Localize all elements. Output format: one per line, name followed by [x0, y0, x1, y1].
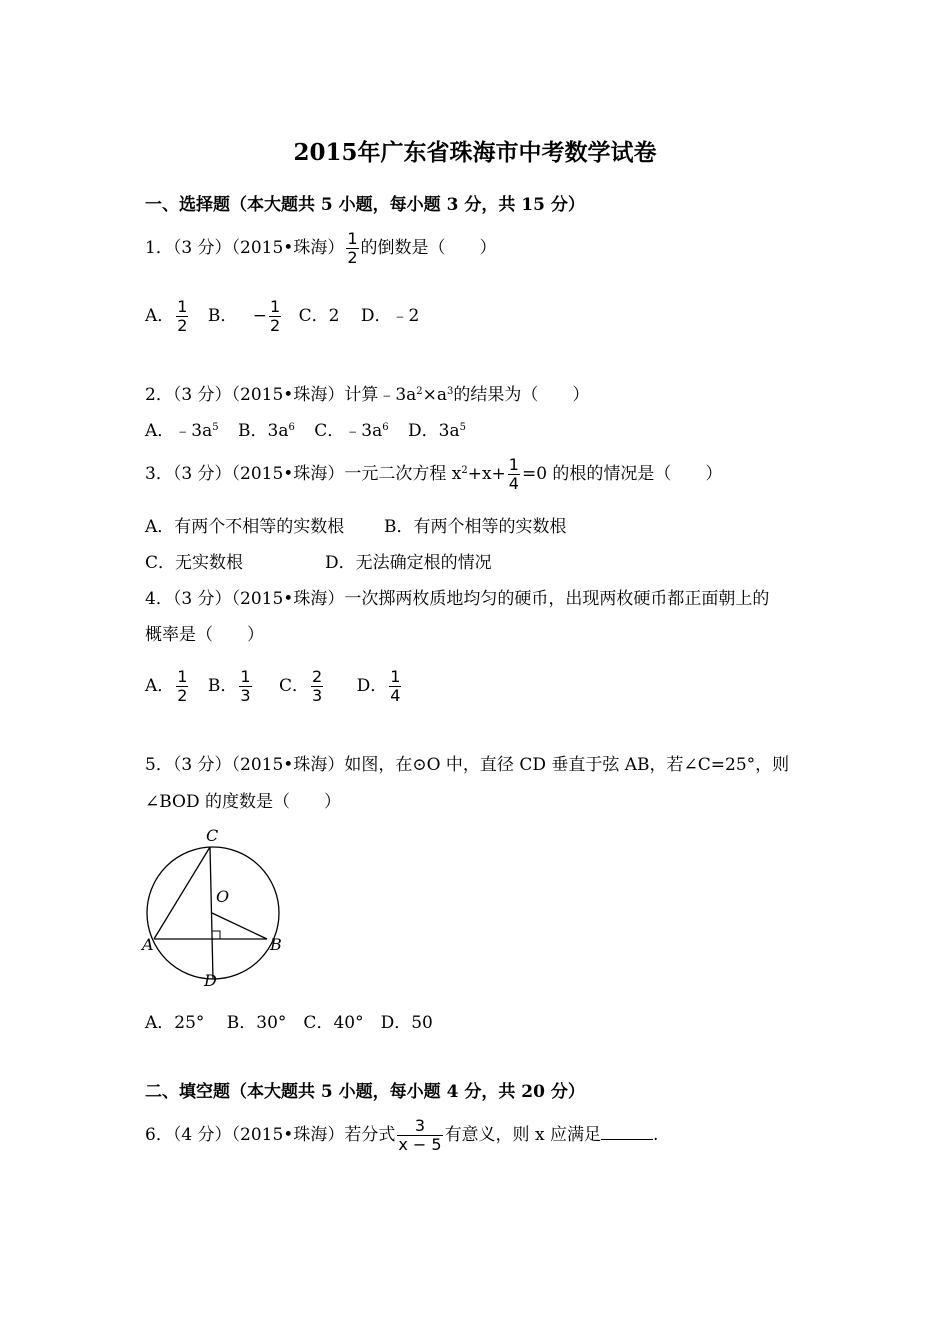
q1-fraction [346, 230, 358, 267]
q1-optB-label: B． [207, 306, 238, 326]
q4-optA-label: A． [145, 676, 175, 696]
q3-frac-num: 1 [508, 455, 519, 474]
q4-options [145, 668, 403, 705]
q1-options [145, 298, 419, 335]
q2-optC: C．﹣3a [314, 421, 383, 441]
q2-optD-exp: 5 [459, 422, 466, 433]
figure-label-O: O [216, 887, 230, 906]
q6-stem [145, 1117, 658, 1154]
q2-optD: D．3a [408, 421, 460, 441]
page-title: 2015年广东省珠海市中考数学试卷 [293, 139, 657, 166]
q6-fraction [397, 1117, 442, 1154]
q3-exp: 2 [461, 465, 468, 476]
figure-label-C: C [206, 826, 219, 845]
q6-stem-pre: 6．（4 分）（2015•珠海）若分式 [145, 1125, 396, 1145]
q6-stem-post: 有意义，则 x 应满足 [444, 1125, 601, 1145]
q5-line2: ∠BOD 的度数是（ ） [145, 792, 342, 812]
q2-exp2: 3 [447, 386, 454, 397]
q5-options: A．25° B．30° C．40° D．50 [145, 1013, 433, 1033]
q1-stem [145, 230, 497, 267]
q1-optB-den: 2 [270, 316, 281, 335]
q4-optA-num: 1 [177, 667, 188, 686]
q2-optA-exp: 5 [212, 422, 219, 433]
q1-stem-post: 的倒数是（ ） [360, 238, 497, 258]
q6-end: . [652, 1125, 659, 1145]
q6-frac-num: 3 [414, 1116, 426, 1135]
q4-line2: 概率是（ ） [145, 625, 264, 645]
q4-optB-frac [239, 668, 251, 705]
q4-optB-den: 3 [240, 686, 251, 705]
q1-frac-den: 2 [347, 248, 358, 267]
figure-right-angle-mark [212, 931, 220, 939]
q2-options [145, 416, 480, 441]
q3-stem-pre: 3．（3 分）（2015•珠海）一元二次方程 x [145, 464, 462, 484]
q3-optD: D．无法确定根的情况 [325, 553, 492, 573]
q2-mid: ×a [422, 385, 448, 405]
q3-fraction [508, 456, 520, 493]
figure-chord-CA [154, 847, 210, 939]
q1-stem-pre: 1．（3 分）（2015•珠海） [145, 238, 345, 258]
q4-optA-frac [176, 668, 188, 705]
q2-optA: A．﹣3a [145, 421, 213, 441]
q4-optB-label: B． [207, 676, 238, 696]
q1-optB-frac [269, 298, 281, 335]
q1-optC: C．2 [298, 306, 340, 326]
q1-optA-frac [176, 298, 188, 335]
q2-optB: B．3a [238, 421, 289, 441]
q5-line1: 5．（3 分）（2015•珠海）如图，在⊙O 中，直径 CD 垂直于弦 AB，若∠C=25°，则 [145, 755, 790, 775]
figure-label-B: B [270, 935, 282, 954]
q2-exp1: 2 [416, 386, 423, 397]
q2-stem-post: 的结果为（ ） [453, 385, 590, 405]
q3-optA: A．有两个不相等的实数根 [145, 517, 345, 537]
q3-optB: B．有两个相等的实数根 [384, 517, 567, 537]
q3-stem-post: =0 的根的情况是（ ） [521, 464, 723, 484]
section2-heading: 二、填空题（本大题共 5 小题，每小题 4 分，共 20 分） [145, 1082, 585, 1102]
q2-stem-pre: 2．（3 分）（2015•珠海）计算﹣3a [145, 385, 417, 405]
q3-mid: +x+ [467, 464, 506, 484]
q3-stem [145, 456, 722, 493]
q4-line1: 4．（3 分）（2015•珠海）一次掷两枚质地均匀的硬币，出现两枚硬币都正面朝上的 [145, 589, 770, 609]
q4-optD-frac [389, 668, 401, 705]
q4-optB-num: 1 [240, 667, 251, 686]
q3-frac-den: 4 [508, 474, 519, 493]
q2-stem [145, 380, 589, 405]
q1-frac-num: 1 [347, 229, 358, 248]
q1-optD: D．﹣2 [360, 306, 420, 326]
q4-optD-label: D． [356, 676, 388, 696]
q4-optD-num: 1 [390, 667, 401, 686]
q1-optB-sign: − [252, 306, 268, 326]
q4-optC-frac [311, 668, 323, 705]
q4-optA-den: 2 [177, 686, 188, 705]
q1-optA-num: 1 [177, 297, 188, 316]
q1-optA-label: A． [145, 306, 175, 326]
q1-optA-den: 2 [177, 316, 188, 335]
section1-heading: 一、选择题（本大题共 5 小题，每小题 3 分，共 15 分） [145, 195, 585, 215]
q4-optD-den: 4 [390, 686, 401, 705]
q6-answer-blank[interactable] [601, 1125, 653, 1140]
q1-optB-num: 1 [270, 297, 281, 316]
q5-circle-figure [140, 826, 290, 992]
q4-optC-label: C． [278, 676, 309, 696]
q4-optC-den: 3 [311, 686, 323, 705]
q3-optC: C．无实数根 [145, 553, 244, 573]
q2-optB-exp: 6 [288, 422, 295, 433]
q2-optC-exp: 6 [382, 422, 389, 433]
q6-frac-den: x − 5 [398, 1135, 442, 1154]
figure-label-A: A [142, 935, 154, 954]
q4-optC-num: 2 [311, 667, 323, 686]
figure-label-D: D [204, 971, 217, 990]
